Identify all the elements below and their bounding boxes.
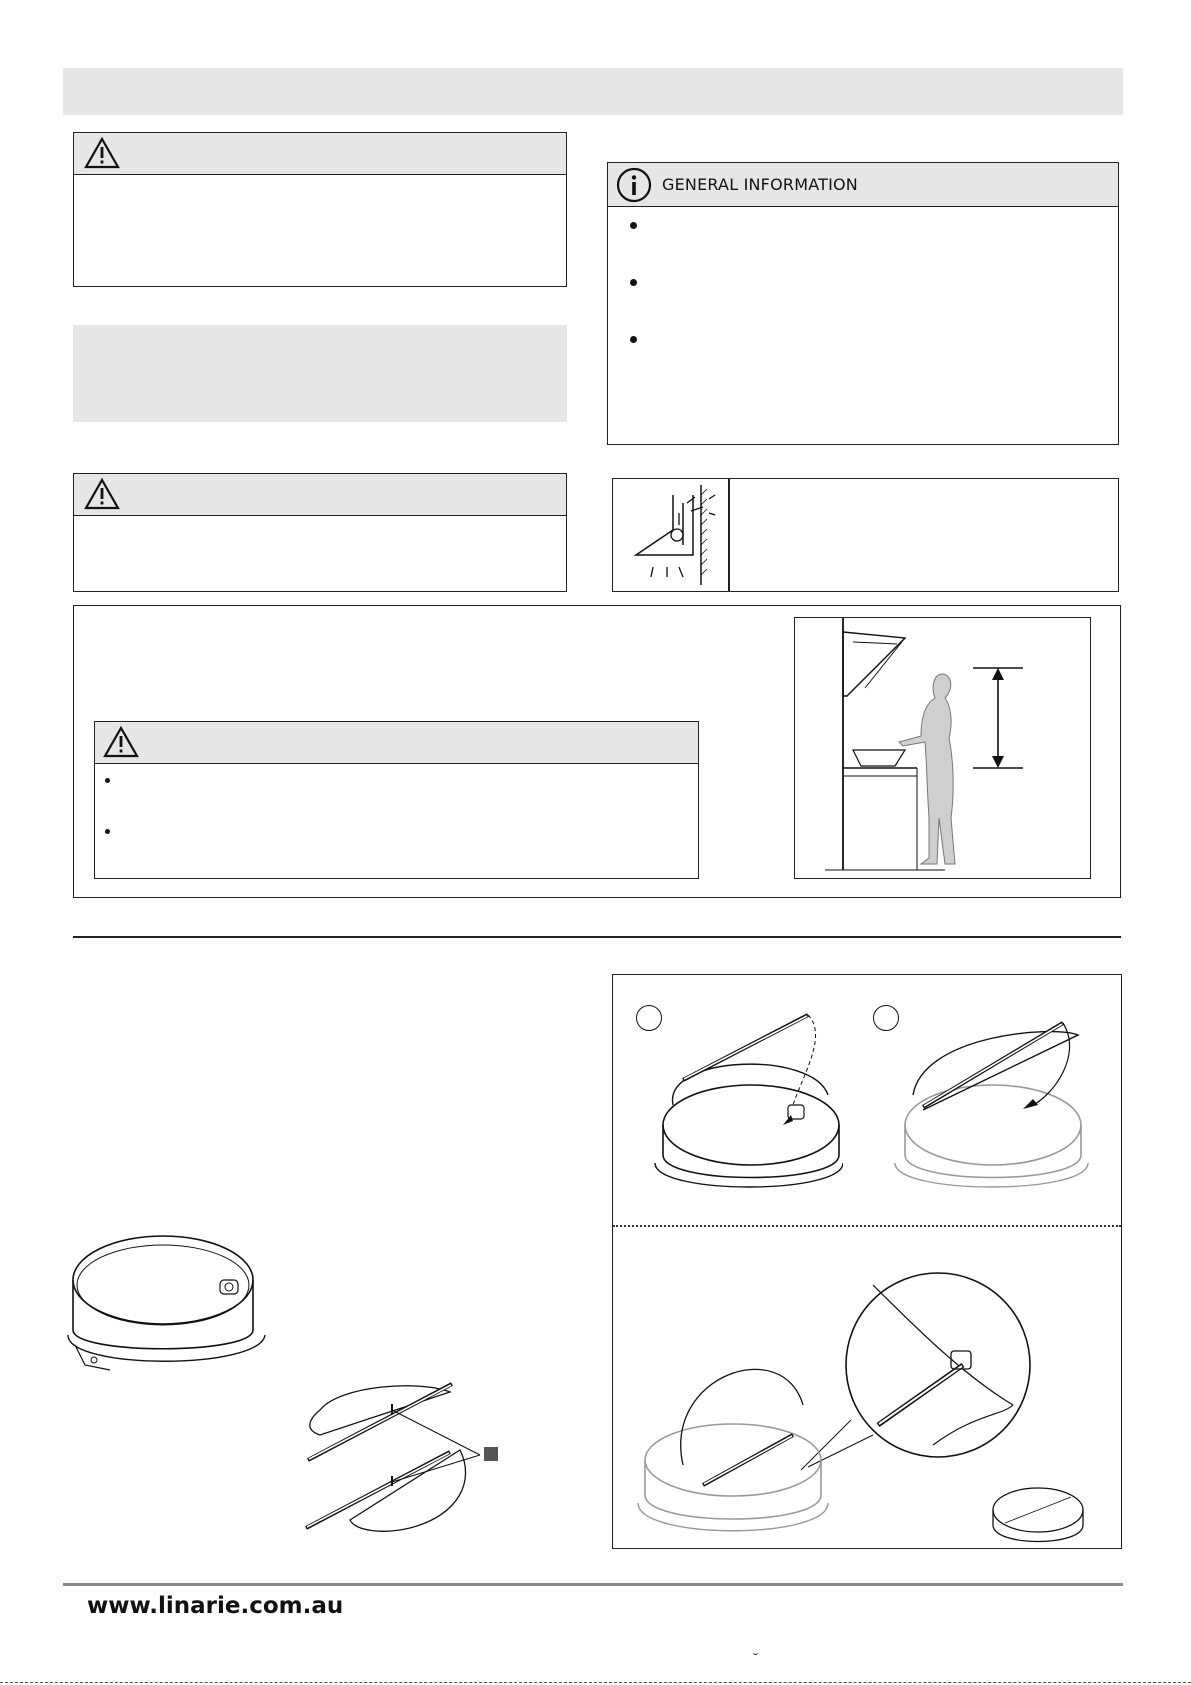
info-bullet-1 bbox=[630, 222, 637, 229]
dotted-separator bbox=[613, 1225, 1121, 1227]
warning-box-3 bbox=[94, 721, 699, 879]
ventilation-divider bbox=[728, 479, 730, 591]
warning-icon bbox=[103, 726, 139, 758]
warning-box-2 bbox=[73, 473, 567, 592]
step-b-figure bbox=[883, 995, 1103, 1195]
footer-website[interactable]: www.linarie.com.au bbox=[87, 1593, 344, 1619]
spigot-ring-figure bbox=[60, 1220, 280, 1380]
info-bullet-3 bbox=[630, 336, 637, 343]
general-information-box bbox=[607, 162, 1119, 445]
warning-box-1 bbox=[73, 132, 567, 287]
warning-header-3 bbox=[95, 722, 698, 764]
hood-height-diagram-frame bbox=[794, 617, 1091, 879]
step-a-figure bbox=[643, 995, 843, 1195]
warning-bullet-2 bbox=[105, 829, 110, 834]
general-information-header bbox=[608, 163, 1118, 207]
warning-bullet-1 bbox=[105, 778, 110, 783]
hood-height-diagram bbox=[795, 618, 1091, 878]
info-icon bbox=[616, 167, 652, 203]
warning-icon bbox=[84, 478, 120, 510]
info-bullet-2 bbox=[630, 279, 637, 286]
grey-note-block bbox=[73, 325, 567, 422]
assembly-steps-box bbox=[612, 974, 1122, 1549]
page-edge-dashes bbox=[0, 1682, 1191, 1683]
general-information-title: GENERAL INFORMATION bbox=[662, 175, 858, 194]
footer-rule bbox=[63, 1583, 1123, 1586]
warning-icon bbox=[84, 137, 120, 169]
ventilation-box bbox=[612, 478, 1119, 592]
hood-airflow-diagram bbox=[621, 485, 721, 585]
top-banner bbox=[63, 68, 1123, 115]
flap-pair-figure bbox=[300, 1370, 510, 1545]
page-mark: ˘ bbox=[752, 1652, 759, 1668]
installation-height-box bbox=[73, 605, 1121, 898]
section-divider bbox=[73, 936, 1121, 938]
final-assembly-figure bbox=[633, 1255, 1113, 1545]
warning-header-1 bbox=[74, 133, 566, 175]
warning-header-2 bbox=[74, 474, 566, 516]
